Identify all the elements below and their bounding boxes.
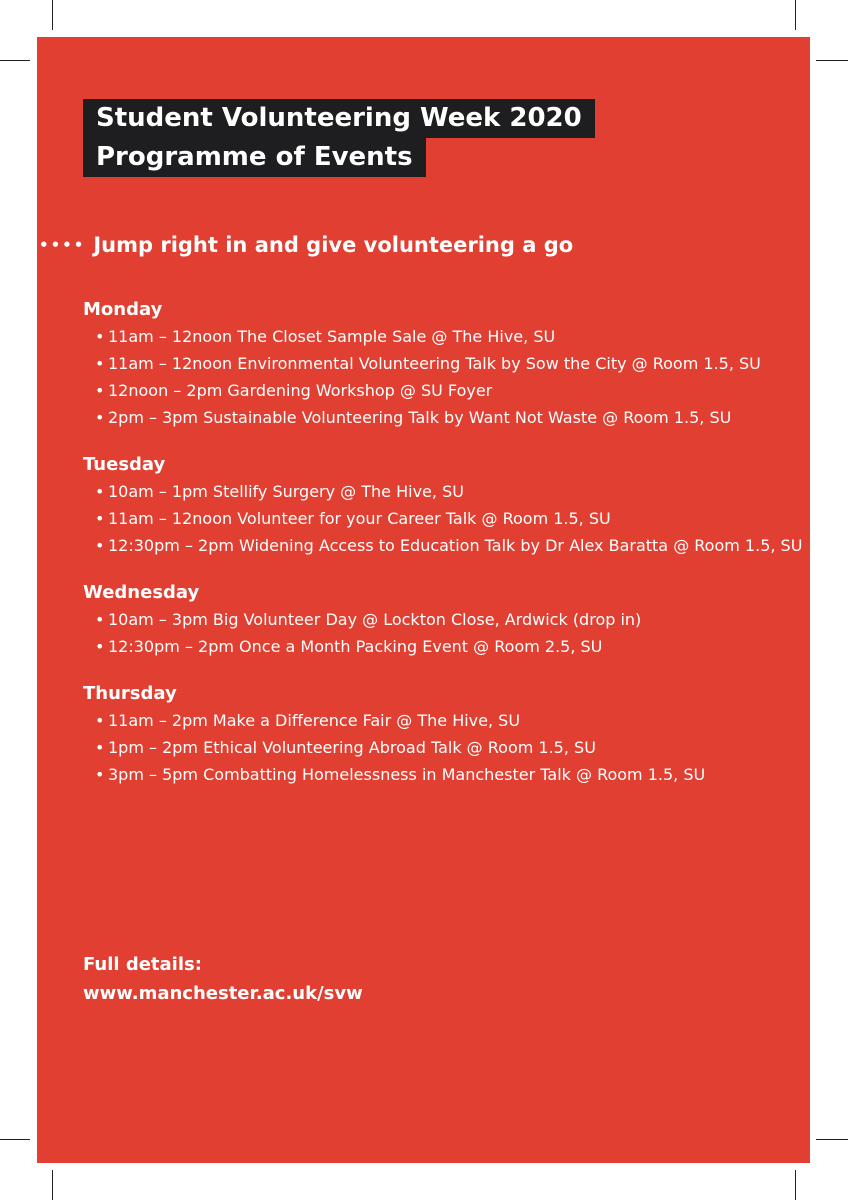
event-list (83, 478, 803, 559)
event-text: 12noon – 2pm Gardening Workshop @ SU Foyer (108, 381, 493, 400)
event-text: 11am – 12noon Volunteer for your Career Talk @ Room 1.5, SU (108, 509, 611, 528)
event-text: 1pm – 2pm Ethical Volunteering Abroad Talk @ Room 1.5, SU (108, 738, 596, 757)
event-list (83, 707, 803, 788)
dots-icon: •••• (39, 236, 86, 254)
event-list (83, 323, 803, 431)
day-tuesday (83, 452, 803, 559)
list-item (95, 606, 803, 633)
bullet-icon: • (95, 536, 105, 555)
footer (83, 950, 363, 1008)
event-text: 11am – 12noon The Closet Sample Sale @ The Hive, SU (108, 327, 556, 346)
crop-mark (816, 60, 848, 61)
crop-mark (816, 1139, 848, 1140)
list-item (95, 532, 803, 559)
list-item (95, 350, 803, 377)
event-text: 12:30pm – 2pm Once a Month Packing Event @ Room 2.5, SU (108, 637, 603, 656)
event-text: 11am – 12noon Environmental Volunteering Talk by Sow the City @ Room 1.5, SU (108, 354, 761, 373)
event-text: 12:30pm – 2pm Widening Access to Education Talk by Dr Alex Baratta @ Room 1.5, SU (108, 536, 803, 555)
event-text: 10am – 1pm Stellify Surgery @ The Hive, SU (108, 482, 464, 501)
footer-label: Full details: (83, 954, 202, 975)
crop-mark (795, 1170, 796, 1200)
event-list (83, 606, 803, 660)
programme-list (83, 297, 803, 809)
crop-mark (52, 0, 53, 30)
event-text: 2pm – 3pm Sustainable Volunteering Talk by Want Not Waste @ Room 1.5, SU (108, 408, 732, 427)
event-text: 3pm – 5pm Combatting Homelessness in Manchester Talk @ Room 1.5, SU (108, 765, 706, 784)
event-text: 11am – 2pm Make a Difference Fair @ The Hive, SU (108, 711, 521, 730)
title-line-2: Programme of Events (83, 138, 426, 177)
poster (37, 37, 810, 1163)
day-heading: Thursday (83, 683, 177, 704)
day-monday (83, 297, 803, 431)
event-text: 10am – 3pm Big Volunteer Day @ Lockton Close, Ardwick (drop in) (108, 610, 642, 629)
bullet-icon: • (95, 637, 105, 656)
day-heading: Wednesday (83, 582, 200, 603)
list-item (95, 478, 803, 505)
list-item (95, 323, 803, 350)
crop-mark (0, 1139, 30, 1140)
title-line-1: Student Volunteering Week 2020 (83, 99, 595, 138)
crop-mark (795, 0, 796, 30)
footer-url-link[interactable]: www.manchester.ac.uk/svw (83, 983, 363, 1004)
bullet-icon: • (95, 354, 105, 373)
tagline (37, 233, 573, 257)
list-item (95, 505, 803, 532)
list-item (95, 377, 803, 404)
list-item (95, 404, 803, 431)
bullet-icon: • (95, 408, 105, 427)
day-heading: Tuesday (83, 454, 166, 475)
crop-mark (52, 1170, 53, 1200)
title-block (83, 99, 595, 177)
crop-mark (0, 60, 30, 61)
day-heading: Monday (83, 299, 163, 320)
list-item (95, 633, 803, 660)
tagline-text: Jump right in and give volunteering a go (93, 233, 574, 257)
bullet-icon: • (95, 738, 105, 757)
bullet-icon: • (95, 327, 105, 346)
bullet-icon: • (95, 765, 105, 784)
list-item (95, 734, 803, 761)
bullet-icon: • (95, 610, 105, 629)
bullet-icon: • (95, 482, 105, 501)
list-item (95, 707, 803, 734)
list-item (95, 761, 803, 788)
bullet-icon: • (95, 381, 105, 400)
day-thursday (83, 681, 803, 788)
bullet-icon: • (95, 509, 105, 528)
bullet-icon: • (95, 711, 105, 730)
day-wednesday (83, 580, 803, 660)
